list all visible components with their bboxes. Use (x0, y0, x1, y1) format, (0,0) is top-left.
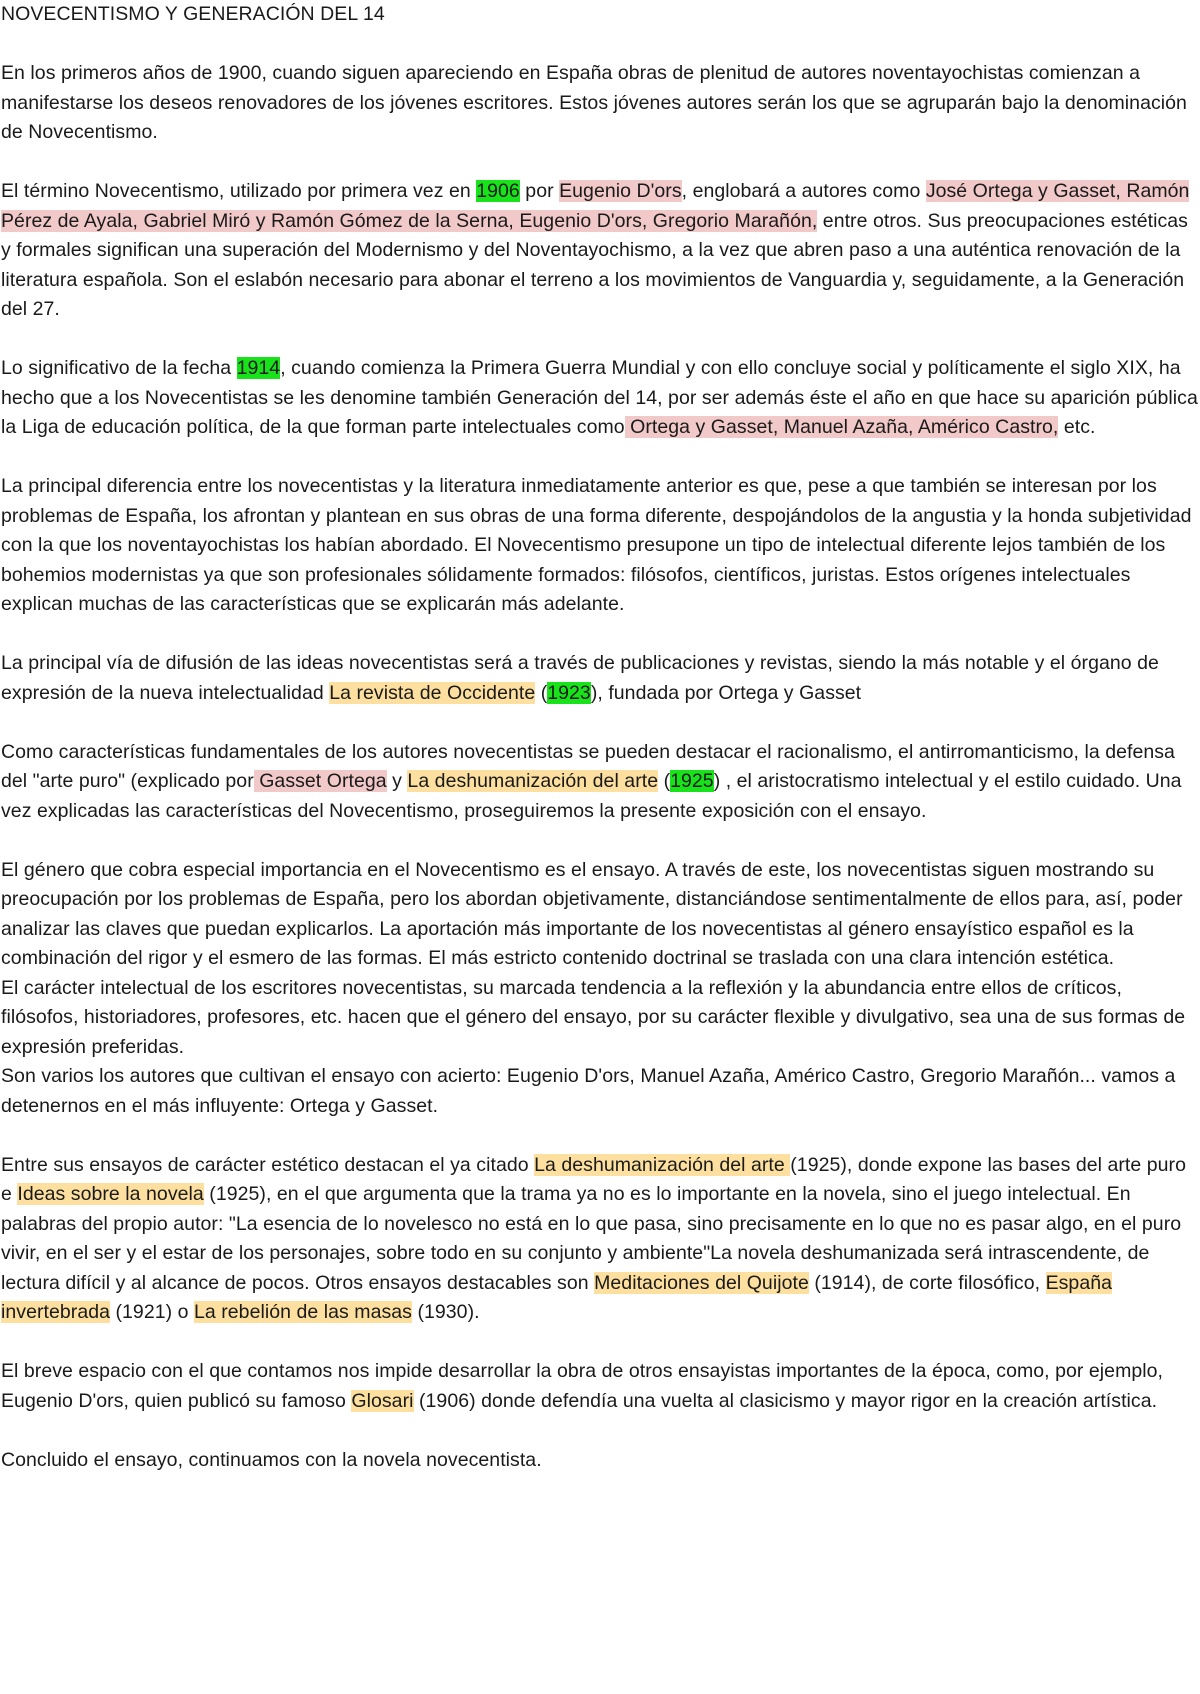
work-highlight: La rebelión de las masas (193, 1301, 412, 1323)
work-highlight: La deshumanización del arte (407, 770, 659, 792)
text: (1925), en el que argumenta que la trama ya no es lo importante en la novela, sino el juego intelectual. En palabras del propio autor: "La esencia de lo novelesco no está en lo que pasa, sino precisamente en lo que no es pasar algo, en el puro vivir, en el ser y el estar de los personajes, sobre todo en su conjunto y ambiente"La novela deshumanizada será intrascendente, de lectura difícil y al alcance de pocos. Otros ensayos destacables son (1, 1183, 1182, 1294)
work-highlight: La revista de Occidente (329, 681, 536, 704)
paragraph-ortega-essays (1, 1151, 1200, 1328)
paragraph-essay-authors (1, 1062, 1200, 1121)
text: Como características fundamentales de los autores novecentistas se pueden destacar el racionalismo, el antirromanticismo, la defensa del "arte puro" (explicado por (1, 740, 1175, 792)
text: En los primeros años de 1900, cuando siguen apareciendo en España obras de plenitud de autores noventayochistas comienzan a manifestarse los deseos renovadores de los jóvenes escritores. Estos jóvenes autores serán los que se agruparán bajo la denominación de Novecentismo. (1, 62, 1187, 143)
author-list-highlight: Ortega y Gasset, Manuel Azaña, Américo Castro, (624, 416, 1059, 438)
text: El carácter intelectual de los escritores novecentistas, su marcada tendencia a la reflexión y la abundancia entre ellos de críticos, filósofos, historiadores, profesores, etc. hacen que el género del ensayo, por su carácter flexible y divulgativo, sea una de sus formas de expresión preferidas. (1, 976, 1186, 1058)
paragraph-diffusion (1, 649, 1200, 708)
work-highlight: Meditaciones del Quijote (594, 1271, 809, 1294)
text: El término Novecentismo, utilizado por primera vez en (1, 180, 477, 202)
text: por (519, 180, 560, 202)
text: Son varios los autores que cultivan el ensayo con acierto: Eugenio D'ors, Manuel Azaña, Américo Castro, Gregorio Marañón... vamos a detenernos en el más influyente: Ortega y Gasset. (1, 1065, 1176, 1117)
text: etc. (1058, 416, 1096, 438)
text: (1925), donde expone las bases del arte puro e (1, 1153, 1186, 1205)
text: La principal diferencia entre los novecentistas y la literatura inmediatamente anterior es que, pese a que también se interesan por los problemas de España, los afrontan y plantean en sus obras de una forma diferente, despojándolos de la angustia y la honda subjetividad con la que los noventayochistas los habían abordado. El Novecentismo presupone un tipo de intelectual diferente lejos también de los bohemios modernistas ya que son profesionales sólidamente formados: filósofos, científicos, juristas. Estos orígenes intelectuales explican muchas de las características que se explicarán más adelante. (1, 475, 1192, 615)
text: La principal vía de difusión de las ideas novecentistas será a través de publicaciones y revistas, siendo la más notable y el órgano de expresión de la nueva intelectualidad (1, 652, 1159, 704)
work-highlight: La deshumanización del arte (534, 1153, 791, 1176)
text: Concluido el ensayo, continuamos con la novela novecentista. (1, 1448, 542, 1471)
text: (1930). (411, 1301, 480, 1323)
date-highlight: 1925 (670, 770, 714, 792)
text: Lo significativo de la fecha (1, 357, 237, 379)
document-title: NOVECENTISMO Y GENERACIÓN DEL 14 (1, 3, 385, 25)
text: Entre sus ensayos de carácter estético destacan el ya citado (1, 1153, 535, 1176)
text: , englobará a autores como (681, 180, 926, 202)
text: ), fundada por Ortega y Gasset (590, 681, 862, 704)
date-highlight: 1906 (476, 180, 520, 202)
paragraph-differences (1, 472, 1200, 620)
author-highlight: Eugenio D'ors (559, 180, 682, 202)
paragraph-intro (1, 59, 1200, 148)
date-highlight: 1914 (236, 357, 281, 379)
paragraph-conclusion (1, 1446, 1200, 1476)
text: , cuando comienza la Primera Guerra Mundial y con ello concluye social y políticamente el siglo XIX, ha hecho que a los Novecentistas se les denomine también Generación del 14, por ser además éste el año en que hace su aparición pública la Liga de educación política, de la que forman parte intelectuales como (1, 357, 1198, 438)
paragraph-intellectual-character (1, 974, 1200, 1063)
text: (1921) o (110, 1301, 194, 1323)
text: (1906) donde defendía una vuelta al clasicismo y mayor rigor en la creación artística. (413, 1389, 1158, 1412)
paragraph-1914 (1, 354, 1200, 443)
paragraph-essay-genre (1, 856, 1200, 974)
paragraph-characteristics (1, 738, 1200, 827)
work-highlight: Glosari (351, 1389, 414, 1412)
text: El género que cobra especial importancia en el Novecentismo es el ensayo. A través de este, los novecentistas siguen mostrando su preocupación por los problemas de España, pero los abordan objetivamente, distanciándose sentimentalmente de ellos para, así, poder analizar las claves que puedan explicarlos. La aportación más importante de los novecentistas al género ensayístico español es la combinación del rigor y el esmero de las formas. El más estricto contenido doctrinal se traslada con una clara intención estética. (1, 858, 1183, 969)
text: ( (658, 770, 671, 792)
text: El breve espacio con el que contamos nos impide desarrollar la obra de otros ensayistas importantes de la época, como, por ejemplo, Eugenio D'ors, quien publicó su famoso (1, 1360, 1164, 1412)
text: entre otros. Sus preocupaciones estéticas y formales significan una superación del Modernismo y del Noventayochismo, a la vez que abren paso a una auténtica renovación de la literatura española. Son el eslabón necesario para abonar el terreno a los movimientos de Vanguardia y, seguidamente, a la Generación del 27. (1, 209, 1188, 320)
author-list-highlight: José Ortega y Gasset, Ramón Pérez de Ayala, Gabriel Miró y Ramón Gómez de la Serna, Eugenio D'ors, Gregorio Marañón, (1, 180, 1190, 232)
author-highlight: Gasset Ortega (253, 770, 387, 792)
date-highlight: 1923 (547, 681, 591, 704)
paragraph-other-essayists (1, 1357, 1200, 1416)
text: (1914), de corte filosófico, (808, 1271, 1046, 1294)
text: ) , el aristocratismo intelectual y el estilo cuidado. Una vez explicadas las características del Novecentismo, proseguiremos la presente exposición con el ensayo. (1, 770, 1182, 822)
paragraph-term (1, 177, 1200, 325)
text: y (386, 770, 408, 792)
work-highlight: España invertebrada (1, 1271, 1112, 1323)
work-highlight: Ideas sobre la novela (17, 1183, 204, 1205)
text: ( (535, 681, 548, 704)
